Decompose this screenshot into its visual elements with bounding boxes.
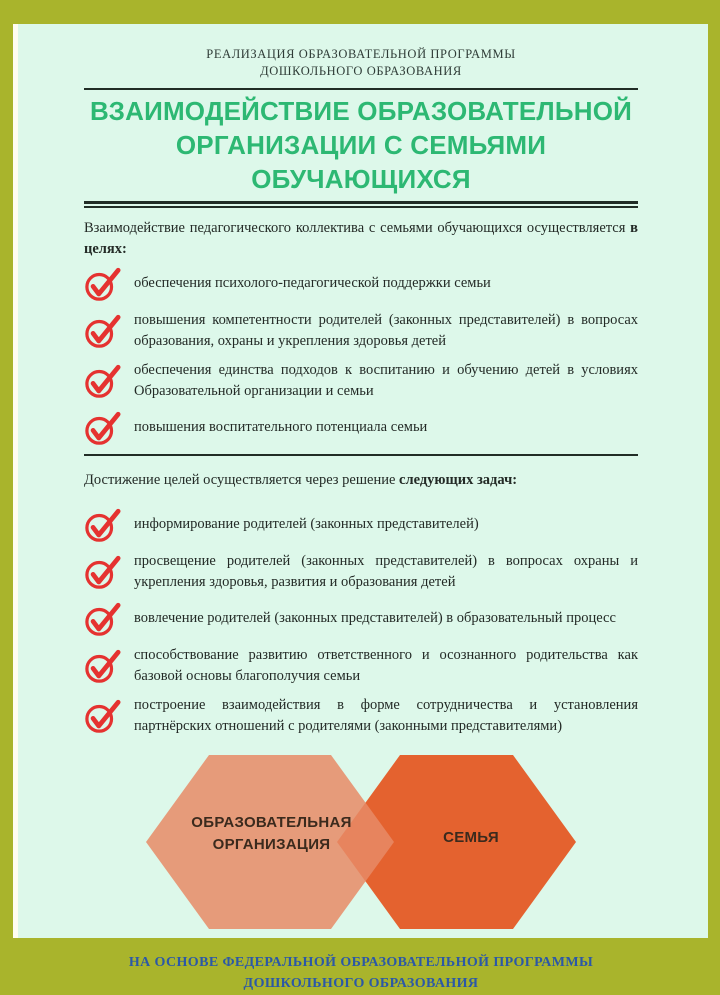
list-item-text: просвещение родителей (законных представителей) в вопросах охраны и укрепления здоровья, развития и образования детей xyxy=(134,552,638,590)
list-item xyxy=(84,266,638,302)
check-icon xyxy=(84,601,134,637)
goals-intro xyxy=(84,218,638,260)
tasks-intro xyxy=(84,470,638,491)
check-icon xyxy=(84,698,134,734)
check-icon xyxy=(84,648,134,684)
poster-sheet xyxy=(13,24,708,992)
check-icon xyxy=(84,410,134,446)
list-item xyxy=(84,551,638,593)
tasks-list xyxy=(84,507,638,737)
goals-list xyxy=(84,266,638,446)
check-icon xyxy=(84,313,134,349)
tasks-intro-bold: следующих задач: xyxy=(399,471,518,488)
divider-mid xyxy=(84,454,638,456)
list-item-text: построение взаимодействия в форме сотрудничества и установления партнёрских отношений с родителями (законными представителями) xyxy=(134,696,638,734)
list-item-text: способствование развитию ответственного и осознанного родительства как базовой основы благополучия семьи xyxy=(134,646,638,684)
list-item-text: обеспечения психолого-педагогической поддержки семьи xyxy=(134,275,491,292)
goals-intro-bold: в целях: xyxy=(84,219,639,257)
list-item xyxy=(84,695,638,737)
divider-top xyxy=(84,88,638,90)
tasks-intro-text: Достижение целей осуществляется через решение xyxy=(84,471,396,488)
kicker-text: РЕАЛИЗАЦИЯ ОБРАЗОВАТЕЛЬНОЙ ПРОГРАММЫ ДОШКОЛЬНОГО ОБРАЗОВАНИЯ xyxy=(206,47,516,78)
list-item xyxy=(84,410,638,446)
check-icon xyxy=(84,363,134,399)
check-icon xyxy=(84,507,134,543)
list-item-text: информирование родителей (законных представителей) xyxy=(134,516,479,533)
list-item-text: вовлечение родителей (законных представителей) в образовательный процесс xyxy=(134,610,616,627)
list-item xyxy=(84,645,638,687)
organization-hexagon-label: ОБРАЗОВАТЕЛЬНАЯ ОРГАНИЗАЦИЯ xyxy=(191,813,352,853)
footer-text: НА ОСНОВЕ ФЕДЕРАЛЬНОЙ ОБРАЗОВАТЕЛЬНОЙ ПРОГРАММЫ ДОШКОЛЬНОГО ОБРАЗОВАНИЯ xyxy=(128,954,594,992)
list-item xyxy=(84,507,638,543)
goals-intro-text: Взаимодействие педагогического коллектива с семьями обучающихся осуществляется xyxy=(84,219,626,236)
page-title: ВЗАИМОДЕЙСТВИЕ ОБРАЗОВАТЕЛЬНОЙ ОРГАНИЗАЦИИ С СЕМЬЯМИ ОБУЧАЮЩИХСЯ xyxy=(89,95,633,194)
divider-double xyxy=(84,201,638,208)
list-item xyxy=(84,310,638,352)
hexagon-diagram xyxy=(141,745,581,940)
check-icon xyxy=(84,554,134,590)
list-item-text: обеспечения единства подходов к воспитанию и обучению детей в условиях Образовательной организации и семьи xyxy=(134,361,638,399)
family-hexagon-label: СЕМЬЯ xyxy=(443,828,499,846)
check-icon xyxy=(84,266,134,302)
list-item-text: повышения воспитательного потенциала семьи xyxy=(134,419,428,436)
list-item xyxy=(84,360,638,402)
list-item xyxy=(84,601,638,637)
list-item-text: повышения компетентности родителей (законных представителей) в вопросах образования, охраны и укрепления здоровья детей xyxy=(134,311,638,349)
